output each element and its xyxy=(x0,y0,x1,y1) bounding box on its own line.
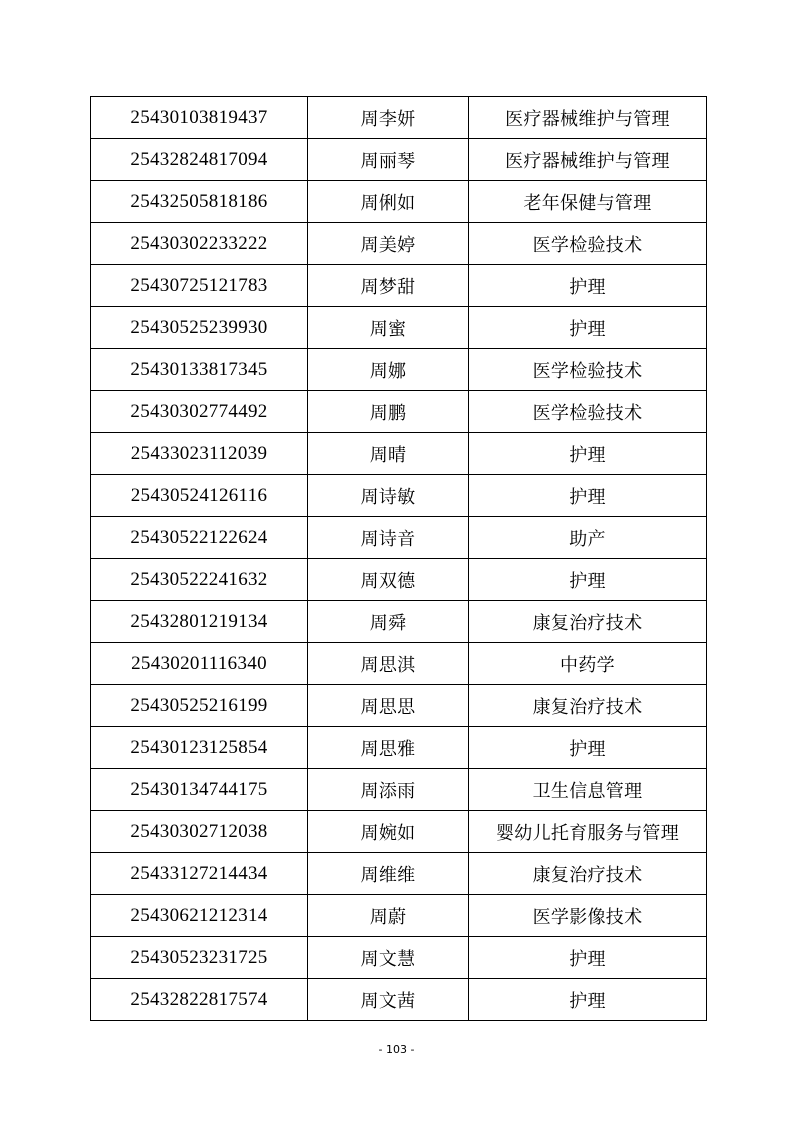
name-cell: 周添雨 xyxy=(308,769,469,811)
name-cell: 周俐如 xyxy=(308,181,469,223)
records-table xyxy=(90,96,707,1021)
major-cell: 护理 xyxy=(469,937,707,979)
records-table-body xyxy=(91,97,707,1021)
name-cell: 周诗音 xyxy=(308,517,469,559)
table-row xyxy=(91,517,707,559)
candidate-id-cell: 25430103819437 xyxy=(91,97,308,139)
major-cell: 护理 xyxy=(469,559,707,601)
candidate-id-cell: 25430522122624 xyxy=(91,517,308,559)
candidate-id-cell: 25430134744175 xyxy=(91,769,308,811)
table-row xyxy=(91,307,707,349)
table-row xyxy=(91,475,707,517)
table-row xyxy=(91,937,707,979)
name-cell: 周蜜 xyxy=(308,307,469,349)
candidate-id-cell: 25432801219134 xyxy=(91,601,308,643)
table-row xyxy=(91,895,707,937)
table-row xyxy=(91,685,707,727)
candidate-id-cell: 25430302233222 xyxy=(91,223,308,265)
major-cell: 医疗器械维护与管理 xyxy=(469,97,707,139)
major-cell: 护理 xyxy=(469,265,707,307)
major-cell: 中药学 xyxy=(469,643,707,685)
candidate-id-cell: 25432505818186 xyxy=(91,181,308,223)
name-cell: 周双德 xyxy=(308,559,469,601)
name-cell: 周文慧 xyxy=(308,937,469,979)
name-cell: 周婉如 xyxy=(308,811,469,853)
name-cell: 周蔚 xyxy=(308,895,469,937)
name-cell: 周思雅 xyxy=(308,727,469,769)
table-row xyxy=(91,811,707,853)
candidate-id-cell: 25430522241632 xyxy=(91,559,308,601)
candidate-id-cell: 25433023112039 xyxy=(91,433,308,475)
candidate-id-cell: 25430201116340 xyxy=(91,643,308,685)
name-cell: 周娜 xyxy=(308,349,469,391)
table-row xyxy=(91,727,707,769)
major-cell: 助产 xyxy=(469,517,707,559)
major-cell: 护理 xyxy=(469,727,707,769)
table-row xyxy=(91,601,707,643)
name-cell: 周诗敏 xyxy=(308,475,469,517)
name-cell: 周文茜 xyxy=(308,979,469,1021)
table-row xyxy=(91,139,707,181)
table-row xyxy=(91,349,707,391)
table-row xyxy=(91,181,707,223)
major-cell: 护理 xyxy=(469,475,707,517)
name-cell: 周舜 xyxy=(308,601,469,643)
major-cell: 护理 xyxy=(469,433,707,475)
candidate-id-cell: 25430133817345 xyxy=(91,349,308,391)
name-cell: 周丽琴 xyxy=(308,139,469,181)
name-cell: 周思淇 xyxy=(308,643,469,685)
major-cell: 医学影像技术 xyxy=(469,895,707,937)
table-row xyxy=(91,643,707,685)
candidate-id-cell: 25430523231725 xyxy=(91,937,308,979)
major-cell: 医学检验技术 xyxy=(469,349,707,391)
major-cell: 康复治疗技术 xyxy=(469,853,707,895)
candidate-id-cell: 25432824817094 xyxy=(91,139,308,181)
major-cell: 医学检验技术 xyxy=(469,223,707,265)
table-row xyxy=(91,265,707,307)
table-row xyxy=(91,853,707,895)
table-row xyxy=(91,97,707,139)
table-row xyxy=(91,223,707,265)
major-cell: 医疗器械维护与管理 xyxy=(469,139,707,181)
candidate-id-cell: 25430621212314 xyxy=(91,895,308,937)
major-cell: 卫生信息管理 xyxy=(469,769,707,811)
candidate-id-cell: 25430524126116 xyxy=(91,475,308,517)
page-number: - 103 - xyxy=(378,1043,415,1056)
table-row xyxy=(91,391,707,433)
major-cell: 老年保健与管理 xyxy=(469,181,707,223)
candidate-id-cell: 25430725121783 xyxy=(91,265,308,307)
major-cell: 康复治疗技术 xyxy=(469,601,707,643)
table-row xyxy=(91,559,707,601)
candidate-id-cell: 25430525239930 xyxy=(91,307,308,349)
name-cell: 周晴 xyxy=(308,433,469,475)
candidate-id-cell: 25430525216199 xyxy=(91,685,308,727)
table-row xyxy=(91,769,707,811)
major-cell: 护理 xyxy=(469,307,707,349)
candidate-id-cell: 25432822817574 xyxy=(91,979,308,1021)
table-row xyxy=(91,979,707,1021)
major-cell: 婴幼儿托育服务与管理 xyxy=(469,811,707,853)
major-cell: 康复治疗技术 xyxy=(469,685,707,727)
candidate-id-cell: 25430123125854 xyxy=(91,727,308,769)
name-cell: 周梦甜 xyxy=(308,265,469,307)
name-cell: 周思思 xyxy=(308,685,469,727)
major-cell: 护理 xyxy=(469,979,707,1021)
table-row xyxy=(91,433,707,475)
candidate-id-cell: 25430302712038 xyxy=(91,811,308,853)
name-cell: 周李妍 xyxy=(308,97,469,139)
name-cell: 周鹏 xyxy=(308,391,469,433)
name-cell: 周美婷 xyxy=(308,223,469,265)
major-cell: 医学检验技术 xyxy=(469,391,707,433)
candidate-id-cell: 25430302774492 xyxy=(91,391,308,433)
candidate-id-cell: 25433127214434 xyxy=(91,853,308,895)
name-cell: 周维维 xyxy=(308,853,469,895)
